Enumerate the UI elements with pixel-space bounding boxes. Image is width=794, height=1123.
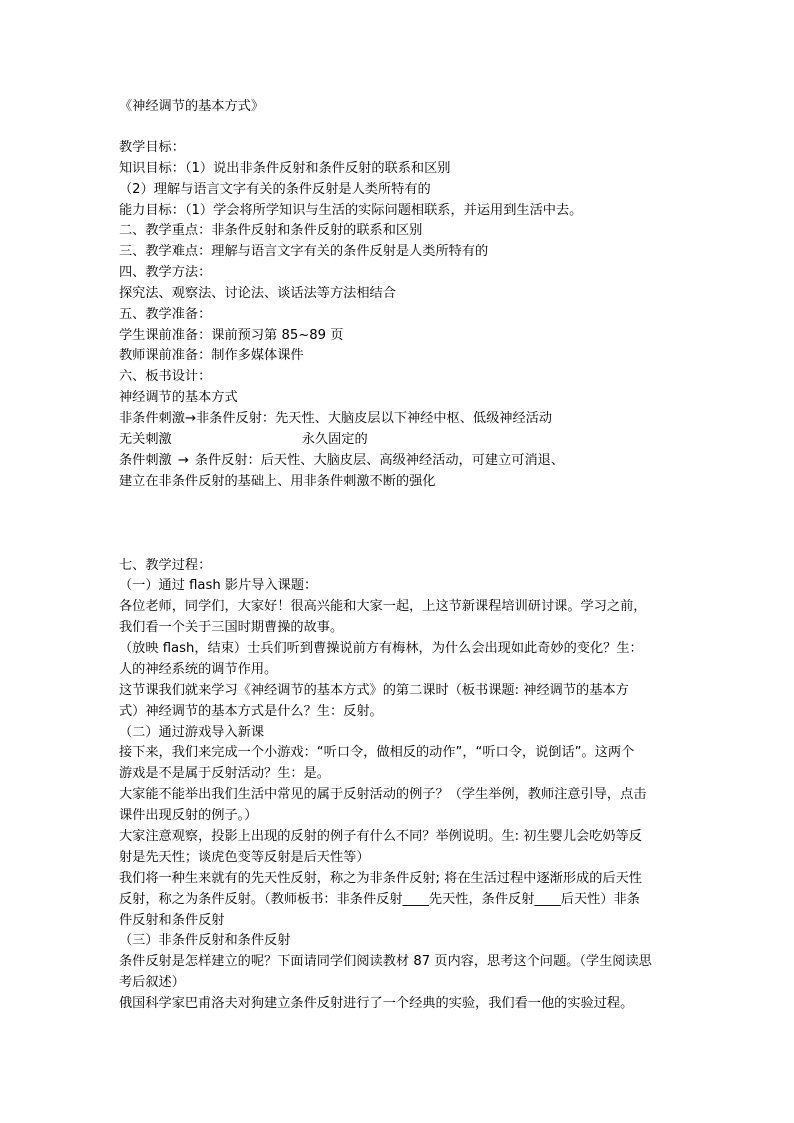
teacher-preparation: 教师课前准备：制作多媒体课件 <box>119 348 304 363</box>
paragraph-7-line-1: 我们将一种生来就有的先天性反射，称之为非条件反射; 将在生活过程中逐渐形成的后天性 <box>119 871 642 886</box>
paragraph-1-line-1: 各位老师，同学们，大家好！很高兴能和大家一起，上这节新课程培训研讨课。学习之前， <box>119 599 647 614</box>
paragraph-7-line-2: 反射，称之为条件反射。（教师板书：非条件反射____先天性，条件反射____后天性）非条 <box>119 892 640 907</box>
paragraph-5-line-2: 课件出现反射的例子。） <box>119 808 258 823</box>
board-heading: 六、板书设计： <box>119 369 212 384</box>
paragraph-1-line-2: 我们看一个关于三国时期曹操的故事。 <box>119 620 344 635</box>
paragraph-8-line-1: 条件反射是怎样建立的呢？下面请同学们阅读教材 87 页内容，思考这个问题。（学生阅读思 <box>119 954 652 969</box>
paragraph-2-line-2: 人的神经系统的调节作用。 <box>119 662 278 677</box>
paragraph-8-line-2: 考后叙述） <box>119 975 185 990</box>
process-part-2-heading: （二）通过游戏导入新课 <box>119 725 265 740</box>
paragraph-5-line-1: 大家能不能举出我们生活中常见的属于反射活动的例子？（学生举例，教师注意引导，点击 <box>119 787 647 802</box>
teaching-focus: 二、教学重点：非条件反射和条件反射的联系和区别 <box>119 223 423 238</box>
board-line-3-left: 条件刺激 <box>119 453 172 468</box>
paragraph-3-line-2: 式）神经调节的基本方式是什么？生：反射。 <box>119 704 383 719</box>
ability-objective: 能力目标：（1）学会将所学知识与生活的实际问题相联系，并运用到生活中去。 <box>119 203 583 218</box>
board-line-2 <box>119 430 368 450</box>
preparation-heading: 五、教学准备： <box>119 307 212 322</box>
paragraph-3-line-1: 这节课我们就来学习《神经调节的基本方式》的第二课时（板书课题: 神经调节的基本方 <box>119 683 629 698</box>
paragraph-6-line-2: 射是先天性；谈虎色变等反射是后天性等） <box>119 850 370 865</box>
board-line-3-arrow: → <box>177 453 189 468</box>
teaching-difficulty: 三、教学难点：理解与语言文字有关的条件反射是人类所特有的 <box>119 244 489 259</box>
methods-heading: 四、教学方法： <box>119 265 212 280</box>
knowledge-objective-2: （2）理解与语言文字有关的条件反射是人类所特有的 <box>119 182 431 197</box>
paragraph-7-line-3: 件反射和条件反射 <box>119 913 225 928</box>
paragraph-4-line-2: 游戏是不是属于反射活动？生：是。 <box>119 766 330 781</box>
process-heading: 七、教学过程： <box>119 558 212 573</box>
board-title: 神经调节的基本方式 <box>119 390 238 405</box>
board-line-3 <box>119 451 564 471</box>
paragraph-6-line-1: 大家注意观察，投影上出现的反射的例子有什么不同？举例说明。生: 初生婴儿会吃奶等反 <box>119 829 642 844</box>
knowledge-objective-1: 知识目标：（1）说出非条件反射和条件反射的联系和区别 <box>119 161 451 176</box>
board-line-2-right: 永久固定的 <box>301 432 368 447</box>
document-title: 《神经调节的基本方式》 <box>119 99 265 114</box>
paragraph-9-line-1: 俄国科学家巴甫洛夫对狗建立条件反射进行了一个经典的实验，我们看一他的实验过程。 <box>119 996 634 1011</box>
process-part-3-heading: （三）非条件反射和条件反射 <box>119 933 291 948</box>
paragraph-4-line-1: 接下来，我们来完成一个小游戏：“听口令，做相反的动作”，“听口令，说倒话”。这两个 <box>119 745 635 760</box>
paragraph-2-line-1: （放映 flash，结束）士兵们听到曹操说前方有梅林，为什么会出现如此奇妙的变化？生： <box>119 641 643 656</box>
board-line-4: 建立在非条件反射的基础上、用非条件刺激不断的强化 <box>119 474 436 489</box>
objectives-heading: 教学目标： <box>119 140 185 155</box>
methods-text: 探究法、观察法、讨论法、谈话法等方法相结合 <box>119 286 396 301</box>
process-part-1-heading: （一）通过 flash 影片导入课题： <box>119 578 318 593</box>
student-preparation: 学生课前准备：课前预习第 85~89 页 <box>119 328 344 343</box>
board-line-1: 非条件刺激→非条件反射：先天性、大脑皮层以下神经中枢、低级神经活动 <box>119 411 553 426</box>
board-line-2-left: 无关刺激 <box>119 432 172 447</box>
board-line-3-right: 条件反射：后天性、大脑皮层、高级神经活动，可建立可消退、 <box>194 453 565 468</box>
